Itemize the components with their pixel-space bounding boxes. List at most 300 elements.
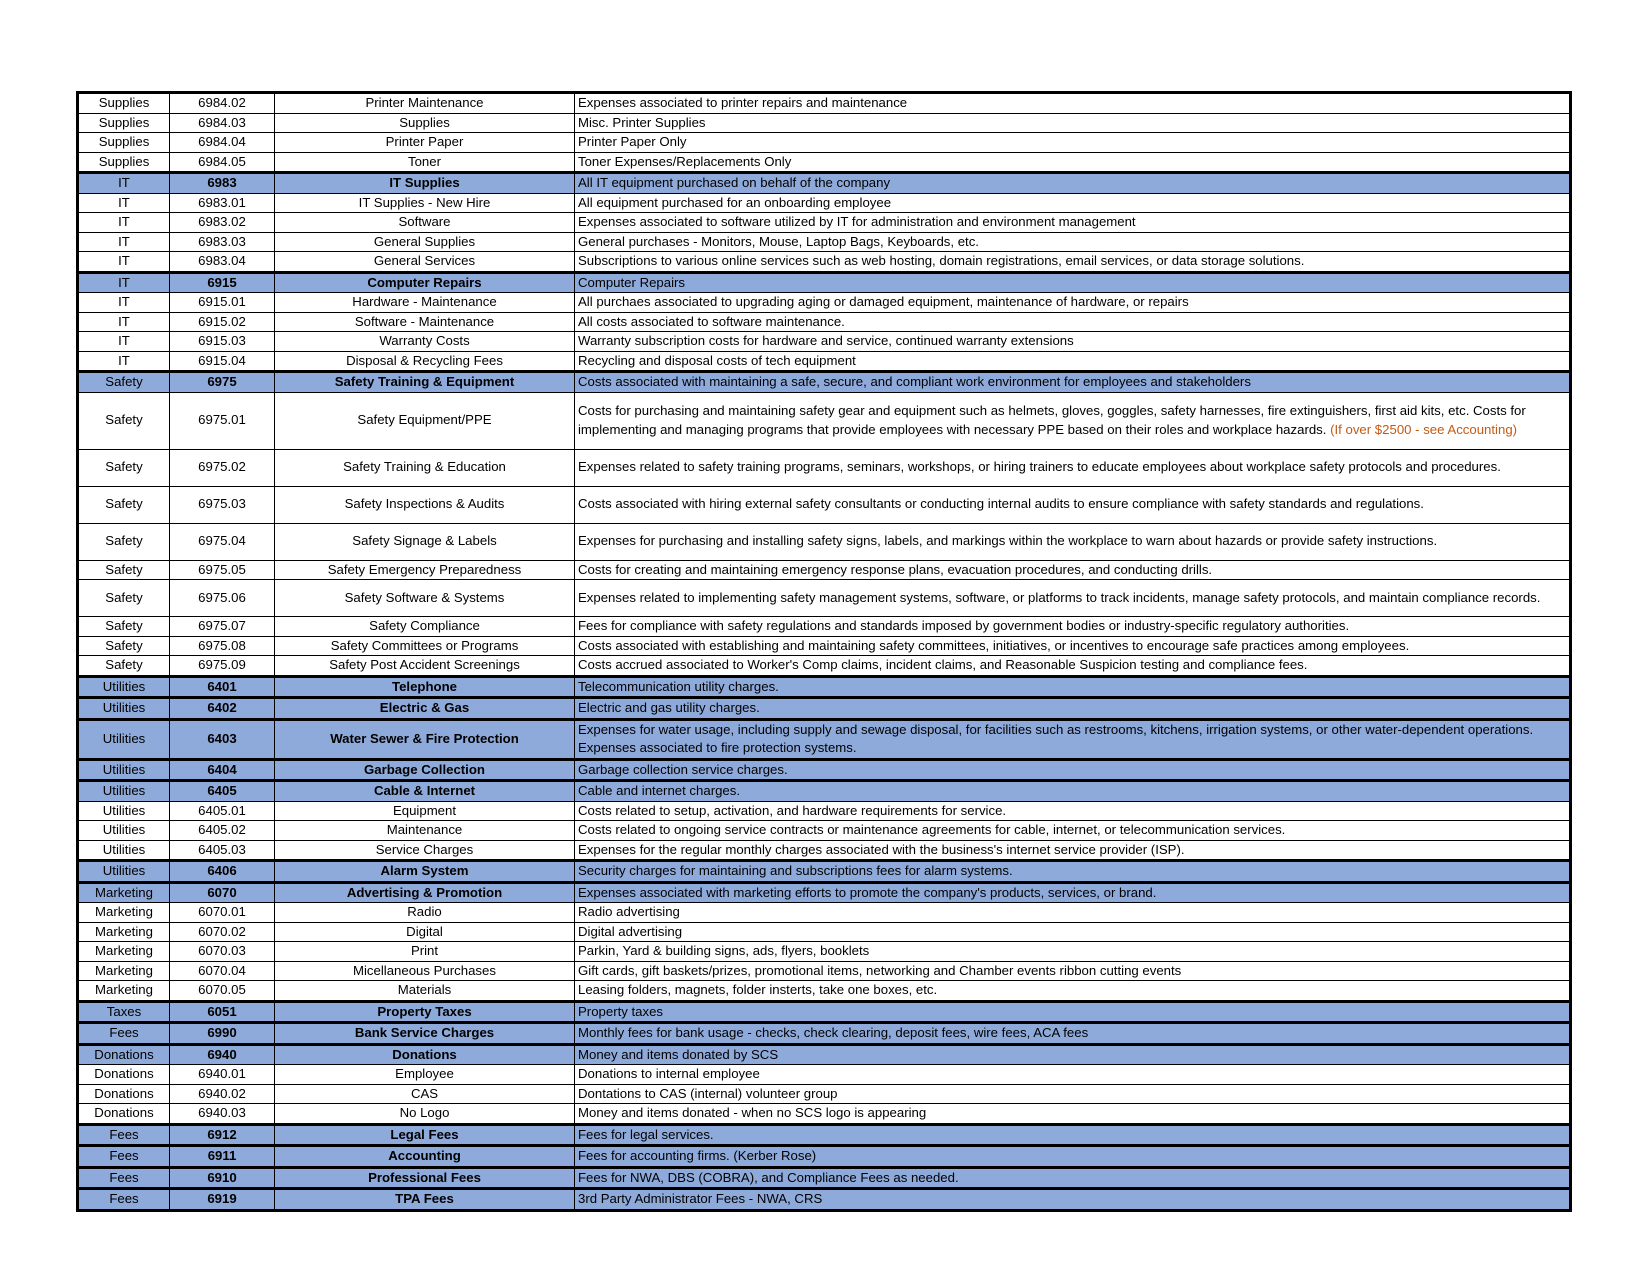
account-header-row (78, 1001, 1571, 1023)
account-code-text: 6984.02 (198, 95, 246, 110)
account-code-cell[interactable] (170, 861, 275, 883)
category-cell[interactable] (78, 656, 170, 677)
account-name-text: Safety Training & Equipment (334, 374, 515, 389)
account-name-cell[interactable] (275, 656, 575, 677)
account-code-cell[interactable] (170, 781, 275, 802)
category-text: Utilities (102, 822, 146, 837)
category-cell[interactable] (78, 351, 170, 372)
description-cell[interactable] (575, 1044, 1571, 1065)
account-code-text: 6940 (207, 1046, 237, 1062)
category-cell[interactable] (78, 332, 170, 352)
table-row (78, 449, 1571, 486)
account-code-text: 6975.07 (198, 618, 246, 633)
account-code-cell[interactable] (170, 173, 275, 194)
account-code-cell[interactable] (170, 332, 275, 352)
account-name-cell[interactable] (275, 1124, 575, 1146)
description-cell[interactable] (575, 636, 1571, 656)
table-row (78, 840, 1571, 861)
description-cell[interactable] (575, 656, 1571, 677)
table-row (78, 580, 1571, 617)
account-code-cell[interactable] (170, 449, 275, 486)
category-text: Marketing (95, 923, 153, 939)
description-cell[interactable] (575, 981, 1571, 1002)
category-text: IT (118, 274, 130, 290)
table-row (78, 113, 1571, 133)
category-cell[interactable] (78, 312, 170, 332)
account-name-text: General Services (373, 253, 476, 268)
account-name-cell[interactable] (275, 922, 575, 942)
category-cell[interactable] (78, 372, 170, 393)
description-text: Radio advertising (578, 904, 680, 919)
account-code-text: 6915 (207, 274, 237, 290)
description-cell[interactable] (575, 293, 1571, 313)
table-row (78, 656, 1571, 677)
description-cell[interactable] (575, 942, 1571, 962)
account-name-cell[interactable] (275, 719, 575, 759)
category-cell[interactable] (78, 617, 170, 637)
description-cell[interactable] (575, 560, 1571, 580)
account-code-cell[interactable] (170, 1065, 275, 1085)
description-cell[interactable] (575, 698, 1571, 720)
account-name-cell[interactable] (275, 213, 575, 233)
description-text: Gift cards, gift baskets/prizes, promotional items, networking and Chamber events ribbon cutting events (578, 962, 1182, 978)
description-text: Fees for compliance with safety regulations and standards imposed by government bodies or industry-specific regulatory authorities. (578, 618, 1350, 633)
category-cell[interactable] (78, 486, 170, 523)
category-cell[interactable] (78, 801, 170, 821)
account-code-cell[interactable] (170, 1044, 275, 1065)
category-cell[interactable] (78, 93, 170, 114)
category-cell[interactable] (78, 272, 170, 293)
description-cell[interactable] (575, 372, 1571, 393)
account-code-cell[interactable] (170, 560, 275, 580)
account-name-cell[interactable] (275, 636, 575, 656)
category-text: IT (118, 253, 130, 268)
category-cell[interactable] (78, 1146, 170, 1168)
category-cell[interactable] (78, 961, 170, 981)
description-cell[interactable] (575, 580, 1571, 617)
account-code-text: 6406 (207, 863, 237, 878)
account-name-cell[interactable] (275, 293, 575, 313)
description-text: Security charges for maintaining and subscriptions fees for alarm systems. (578, 863, 1013, 878)
account-code-cell[interactable] (170, 981, 275, 1002)
account-code-cell[interactable] (170, 523, 275, 560)
description-cell[interactable] (575, 312, 1571, 332)
description-cell[interactable] (575, 903, 1571, 923)
account-name-text: Employee (395, 1066, 454, 1081)
description-text: Toner Expenses/Replacements Only (578, 153, 792, 169)
account-name-cell[interactable] (275, 903, 575, 923)
account-code-cell[interactable] (170, 903, 275, 923)
description-cell[interactable] (575, 173, 1571, 194)
table-row (78, 213, 1571, 233)
description-cell[interactable] (575, 961, 1571, 981)
account-name-cell[interactable] (275, 1023, 575, 1045)
category-cell[interactable] (78, 252, 170, 273)
account-code-text: 6911 (207, 1148, 237, 1163)
category-cell[interactable] (78, 1124, 170, 1146)
account-code-cell[interactable] (170, 656, 275, 677)
category-cell[interactable] (78, 193, 170, 213)
account-name-cell[interactable] (275, 1167, 575, 1189)
account-code-text: 6070.01 (198, 904, 246, 919)
account-name-cell[interactable] (275, 113, 575, 133)
account-name-cell[interactable] (275, 781, 575, 802)
account-code-cell[interactable] (170, 252, 275, 273)
account-code-text: 6915.03 (198, 333, 246, 348)
description-cell[interactable] (575, 93, 1571, 114)
table-row (78, 903, 1571, 923)
table-row (78, 252, 1571, 273)
description-cell[interactable] (575, 617, 1571, 637)
account-code-text: 6975.03 (198, 496, 246, 512)
description-cell[interactable] (575, 801, 1571, 821)
category-cell[interactable] (78, 781, 170, 802)
account-name-cell[interactable] (275, 1084, 575, 1104)
account-code-text: 6405.01 (198, 802, 246, 818)
account-name-cell[interactable] (275, 252, 575, 273)
description-cell[interactable] (575, 719, 1571, 759)
description-cell[interactable] (575, 486, 1571, 523)
account-code-cell[interactable] (170, 1001, 275, 1023)
account-code-cell[interactable] (170, 580, 275, 617)
category-text: Safety (105, 657, 143, 672)
account-name-cell[interactable] (275, 392, 575, 449)
category-text: Supplies (98, 95, 150, 110)
account-name-cell[interactable] (275, 1001, 575, 1023)
category-text: Utilities (102, 761, 146, 777)
category-cell[interactable] (78, 922, 170, 942)
category-text: Safety (105, 496, 143, 512)
category-text: Safety (105, 637, 143, 653)
description-text: Money and items donated by SCS (578, 1046, 779, 1062)
account-code-text: 6975.01 (198, 412, 246, 428)
account-name-cell[interactable] (275, 486, 575, 523)
account-name-cell[interactable] (275, 232, 575, 252)
description-text: Leasing folders, magnets, folder insterts, take one boxes, etc. (578, 982, 938, 997)
account-code-cell[interactable] (170, 1124, 275, 1146)
account-code-text: 6984.04 (198, 134, 246, 149)
account-code-cell[interactable] (170, 213, 275, 233)
description-cell[interactable] (575, 922, 1571, 942)
account-name-cell[interactable] (275, 580, 575, 617)
account-name-text: Safety Software & Systems (344, 589, 505, 605)
account-code-cell[interactable] (170, 801, 275, 821)
account-header-row (78, 372, 1571, 393)
description-text: General purchases - Monitors, Mouse, Laptop Bags, Keyboards, etc. (578, 233, 979, 249)
account-name-cell[interactable] (275, 372, 575, 393)
account-code-cell[interactable] (170, 882, 275, 903)
account-code-text: 6915.02 (198, 313, 246, 329)
description-cell[interactable] (575, 882, 1571, 903)
account-code-text: 6983.04 (198, 253, 246, 268)
account-name-cell[interactable] (275, 173, 575, 194)
category-text: IT (118, 352, 130, 368)
category-cell[interactable] (78, 840, 170, 861)
account-header-row (78, 173, 1571, 194)
account-name-cell[interactable] (275, 981, 575, 1002)
category-cell[interactable] (78, 560, 170, 580)
category-cell[interactable] (78, 1065, 170, 1085)
category-text: Supplies (98, 153, 150, 169)
category-cell[interactable] (78, 903, 170, 923)
account-code-cell[interactable] (170, 1104, 275, 1125)
account-code-cell[interactable] (170, 133, 275, 153)
category-cell[interactable] (78, 676, 170, 698)
description-cell[interactable] (575, 232, 1571, 252)
account-code-cell[interactable] (170, 372, 275, 393)
account-name-text: Legal Fees (390, 1126, 459, 1142)
account-name-cell[interactable] (275, 193, 575, 213)
account-name-text: Professional Fees (368, 1169, 481, 1185)
account-code-cell[interactable] (170, 840, 275, 861)
category-cell[interactable] (78, 821, 170, 841)
account-name-cell[interactable] (275, 312, 575, 332)
category-cell[interactable] (78, 1084, 170, 1104)
account-name-cell[interactable] (275, 676, 575, 698)
account-code-cell[interactable] (170, 676, 275, 698)
category-cell[interactable] (78, 173, 170, 194)
account-code-cell[interactable] (170, 351, 275, 372)
account-header-row (78, 861, 1571, 883)
category-cell[interactable] (78, 449, 170, 486)
description-cell[interactable] (575, 1084, 1571, 1104)
account-name-cell[interactable] (275, 821, 575, 841)
category-cell[interactable] (78, 1104, 170, 1125)
account-name-text: Electric & Gas (379, 700, 470, 715)
account-name-cell[interactable] (275, 1065, 575, 1085)
account-name-cell[interactable] (275, 942, 575, 962)
category-text: Utilities (102, 678, 146, 694)
description-cell[interactable] (575, 1104, 1571, 1125)
category-cell[interactable] (78, 293, 170, 313)
description-text: Dontations to CAS (internal) volunteer group (578, 1085, 838, 1101)
account-code-cell[interactable] (170, 617, 275, 637)
account-code-text: 6940.03 (198, 1105, 246, 1120)
account-code-text: 6919 (207, 1191, 237, 1206)
table-row (78, 392, 1571, 449)
account-name-cell[interactable] (275, 882, 575, 903)
account-code-text: 6070.02 (198, 923, 246, 939)
account-name-cell[interactable] (275, 861, 575, 883)
account-name-cell[interactable] (275, 698, 575, 720)
account-code-cell[interactable] (170, 961, 275, 981)
account-code-cell[interactable] (170, 1167, 275, 1189)
description-cell[interactable] (575, 759, 1571, 781)
account-code-cell[interactable] (170, 93, 275, 114)
account-name-text: Warranty Costs (379, 333, 470, 348)
account-name-text: Safety Post Accident Screenings (329, 657, 520, 672)
category-text: Fees (109, 1126, 139, 1142)
account-name-cell[interactable] (275, 840, 575, 861)
category-cell[interactable] (78, 580, 170, 617)
account-name-cell[interactable] (275, 351, 575, 372)
account-code-cell[interactable] (170, 392, 275, 449)
account-name-text: Materials (397, 982, 452, 997)
description-cell[interactable] (575, 1124, 1571, 1146)
accounting-threshold-note: (If over $2500 - see Accounting) (1330, 421, 1518, 437)
account-code-cell[interactable] (170, 152, 275, 173)
account-name-text: Bank Service Charges (354, 1025, 495, 1040)
description-cell[interactable] (575, 840, 1571, 861)
account-code-cell[interactable] (170, 922, 275, 942)
description-text: All IT equipment purchased on behalf of the company (578, 175, 891, 190)
account-code-cell[interactable] (170, 1146, 275, 1168)
table-body (78, 93, 1571, 1211)
account-code-cell[interactable] (170, 759, 275, 781)
table-row (78, 801, 1571, 821)
description-text: Expenses associated to printer repairs and maintenance (578, 95, 908, 110)
account-code-cell[interactable] (170, 1084, 275, 1104)
description-cell[interactable] (575, 133, 1571, 153)
description-cell[interactable] (575, 821, 1571, 841)
category-cell[interactable] (78, 232, 170, 252)
category-cell[interactable] (78, 698, 170, 720)
category-cell[interactable] (78, 213, 170, 233)
description-text: Expenses associated with marketing efforts to promote the company's products, services, or brand. (578, 884, 1157, 900)
category-text: IT (118, 194, 130, 210)
account-code-cell[interactable] (170, 312, 275, 332)
category-cell[interactable] (78, 759, 170, 781)
description-text: Digital advertising (578, 923, 683, 939)
description-cell[interactable] (575, 1065, 1571, 1085)
account-code-cell[interactable] (170, 942, 275, 962)
account-name-text: Cable & Internet (373, 783, 476, 798)
category-cell[interactable] (78, 392, 170, 449)
category-cell[interactable] (78, 861, 170, 883)
category-text: Marketing (95, 943, 153, 958)
account-code-cell[interactable] (170, 1189, 275, 1211)
account-name-cell[interactable] (275, 617, 575, 637)
account-name-cell[interactable] (275, 272, 575, 293)
account-name-cell[interactable] (275, 961, 575, 981)
account-code-text: 6975.05 (198, 561, 246, 577)
category-text: Donations (94, 1105, 154, 1120)
description-text: All equipment purchased for an onboarding employee (578, 194, 892, 210)
account-code-cell[interactable] (170, 486, 275, 523)
account-name-cell[interactable] (275, 1189, 575, 1211)
category-text: Fees (109, 1148, 139, 1163)
account-code-text: 6402 (207, 700, 237, 715)
account-code-cell[interactable] (170, 272, 275, 293)
category-cell[interactable] (78, 1001, 170, 1023)
table-row (78, 332, 1571, 352)
account-name-text: Telephone (392, 678, 457, 694)
category-text: Supplies (98, 114, 150, 130)
description-cell[interactable] (575, 152, 1571, 173)
description-cell[interactable] (575, 252, 1571, 273)
category-cell[interactable] (78, 1167, 170, 1189)
category-cell[interactable] (78, 113, 170, 133)
category-cell[interactable] (78, 942, 170, 962)
account-name-cell[interactable] (275, 1044, 575, 1065)
description-cell[interactable] (575, 449, 1571, 486)
description-text: Costs related to ongoing service contracts or maintenance agreements for cable, internet, or telecommunication services. (578, 822, 1286, 837)
account-code-cell[interactable] (170, 232, 275, 252)
account-name-cell[interactable] (275, 1146, 575, 1168)
description-cell[interactable] (575, 1001, 1571, 1023)
account-code-cell[interactable] (170, 1023, 275, 1045)
description-cell[interactable] (575, 1023, 1571, 1045)
category-cell[interactable] (78, 882, 170, 903)
description-cell[interactable] (575, 351, 1571, 372)
account-code-cell[interactable] (170, 636, 275, 656)
account-name-cell[interactable] (275, 560, 575, 580)
description-text: Printer Paper Only (578, 134, 687, 149)
account-code-text: 6990 (207, 1025, 237, 1040)
account-code-text: 6405.03 (198, 841, 246, 857)
table-row (78, 93, 1571, 114)
account-name-text: Safety Emergency Preparedness (327, 561, 522, 577)
description-cell[interactable] (575, 113, 1571, 133)
account-name-cell[interactable] (275, 93, 575, 114)
category-cell[interactable] (78, 133, 170, 153)
category-cell[interactable] (78, 152, 170, 173)
account-name-cell[interactable] (275, 1104, 575, 1125)
account-name-text: IT Supplies (389, 175, 460, 190)
category-text: Donations (94, 1066, 154, 1081)
account-name-cell[interactable] (275, 332, 575, 352)
description-text: Misc. Printer Supplies (578, 114, 706, 130)
category-cell[interactable] (78, 1023, 170, 1045)
category-cell[interactable] (78, 1189, 170, 1211)
account-name-text: Computer Repairs (367, 274, 482, 290)
account-code-cell[interactable] (170, 719, 275, 759)
description-cell[interactable] (575, 272, 1571, 293)
account-header-row (78, 719, 1571, 759)
account-code-cell[interactable] (170, 821, 275, 841)
category-cell[interactable] (78, 523, 170, 560)
description-text: Cable and internet charges. (578, 783, 741, 798)
account-code-cell[interactable] (170, 193, 275, 213)
category-cell[interactable] (78, 719, 170, 759)
account-code-text: 6405.02 (198, 822, 246, 837)
account-code-text: 6983.03 (198, 233, 246, 249)
account-code-text: 6070.05 (198, 982, 246, 997)
description-cell[interactable] (575, 1146, 1571, 1168)
account-name-cell[interactable] (275, 759, 575, 781)
account-code-cell[interactable] (170, 293, 275, 313)
account-name-cell[interactable] (275, 449, 575, 486)
description-cell[interactable] (575, 392, 1571, 449)
category-cell[interactable] (78, 981, 170, 1002)
account-name-text: Advertising & Promotion (346, 884, 503, 900)
category-cell[interactable] (78, 636, 170, 656)
description-cell[interactable] (575, 523, 1571, 560)
account-name-cell[interactable] (275, 152, 575, 173)
account-code-text: 6940.01 (198, 1066, 246, 1081)
description-text: Costs associated with maintaining a safe, secure, and compliant work environment for employees and stakeholders (578, 374, 1251, 389)
account-name-text: Property Taxes (377, 1003, 472, 1019)
account-code-text: 6405 (207, 783, 237, 798)
description-cell[interactable] (575, 193, 1571, 213)
description-text: Telecommunication utility charges. (578, 678, 779, 694)
description-cell[interactable] (575, 213, 1571, 233)
description-cell[interactable] (575, 861, 1571, 883)
account-code-cell[interactable] (170, 698, 275, 720)
account-name-cell[interactable] (275, 133, 575, 153)
description-text: All purchaes associated to upgrading aging or damaged equipment, maintenance of hardware, or repairs (578, 294, 1189, 309)
description-cell[interactable] (575, 676, 1571, 698)
account-name-cell[interactable] (275, 523, 575, 560)
account-code-text: 6915.04 (198, 352, 246, 368)
category-cell[interactable] (78, 1044, 170, 1065)
description-cell[interactable] (575, 781, 1571, 802)
description-cell[interactable] (575, 332, 1571, 352)
account-code-cell[interactable] (170, 113, 275, 133)
description-cell[interactable] (575, 1189, 1571, 1211)
description-cell[interactable] (575, 1167, 1571, 1189)
account-name-cell[interactable] (275, 801, 575, 821)
